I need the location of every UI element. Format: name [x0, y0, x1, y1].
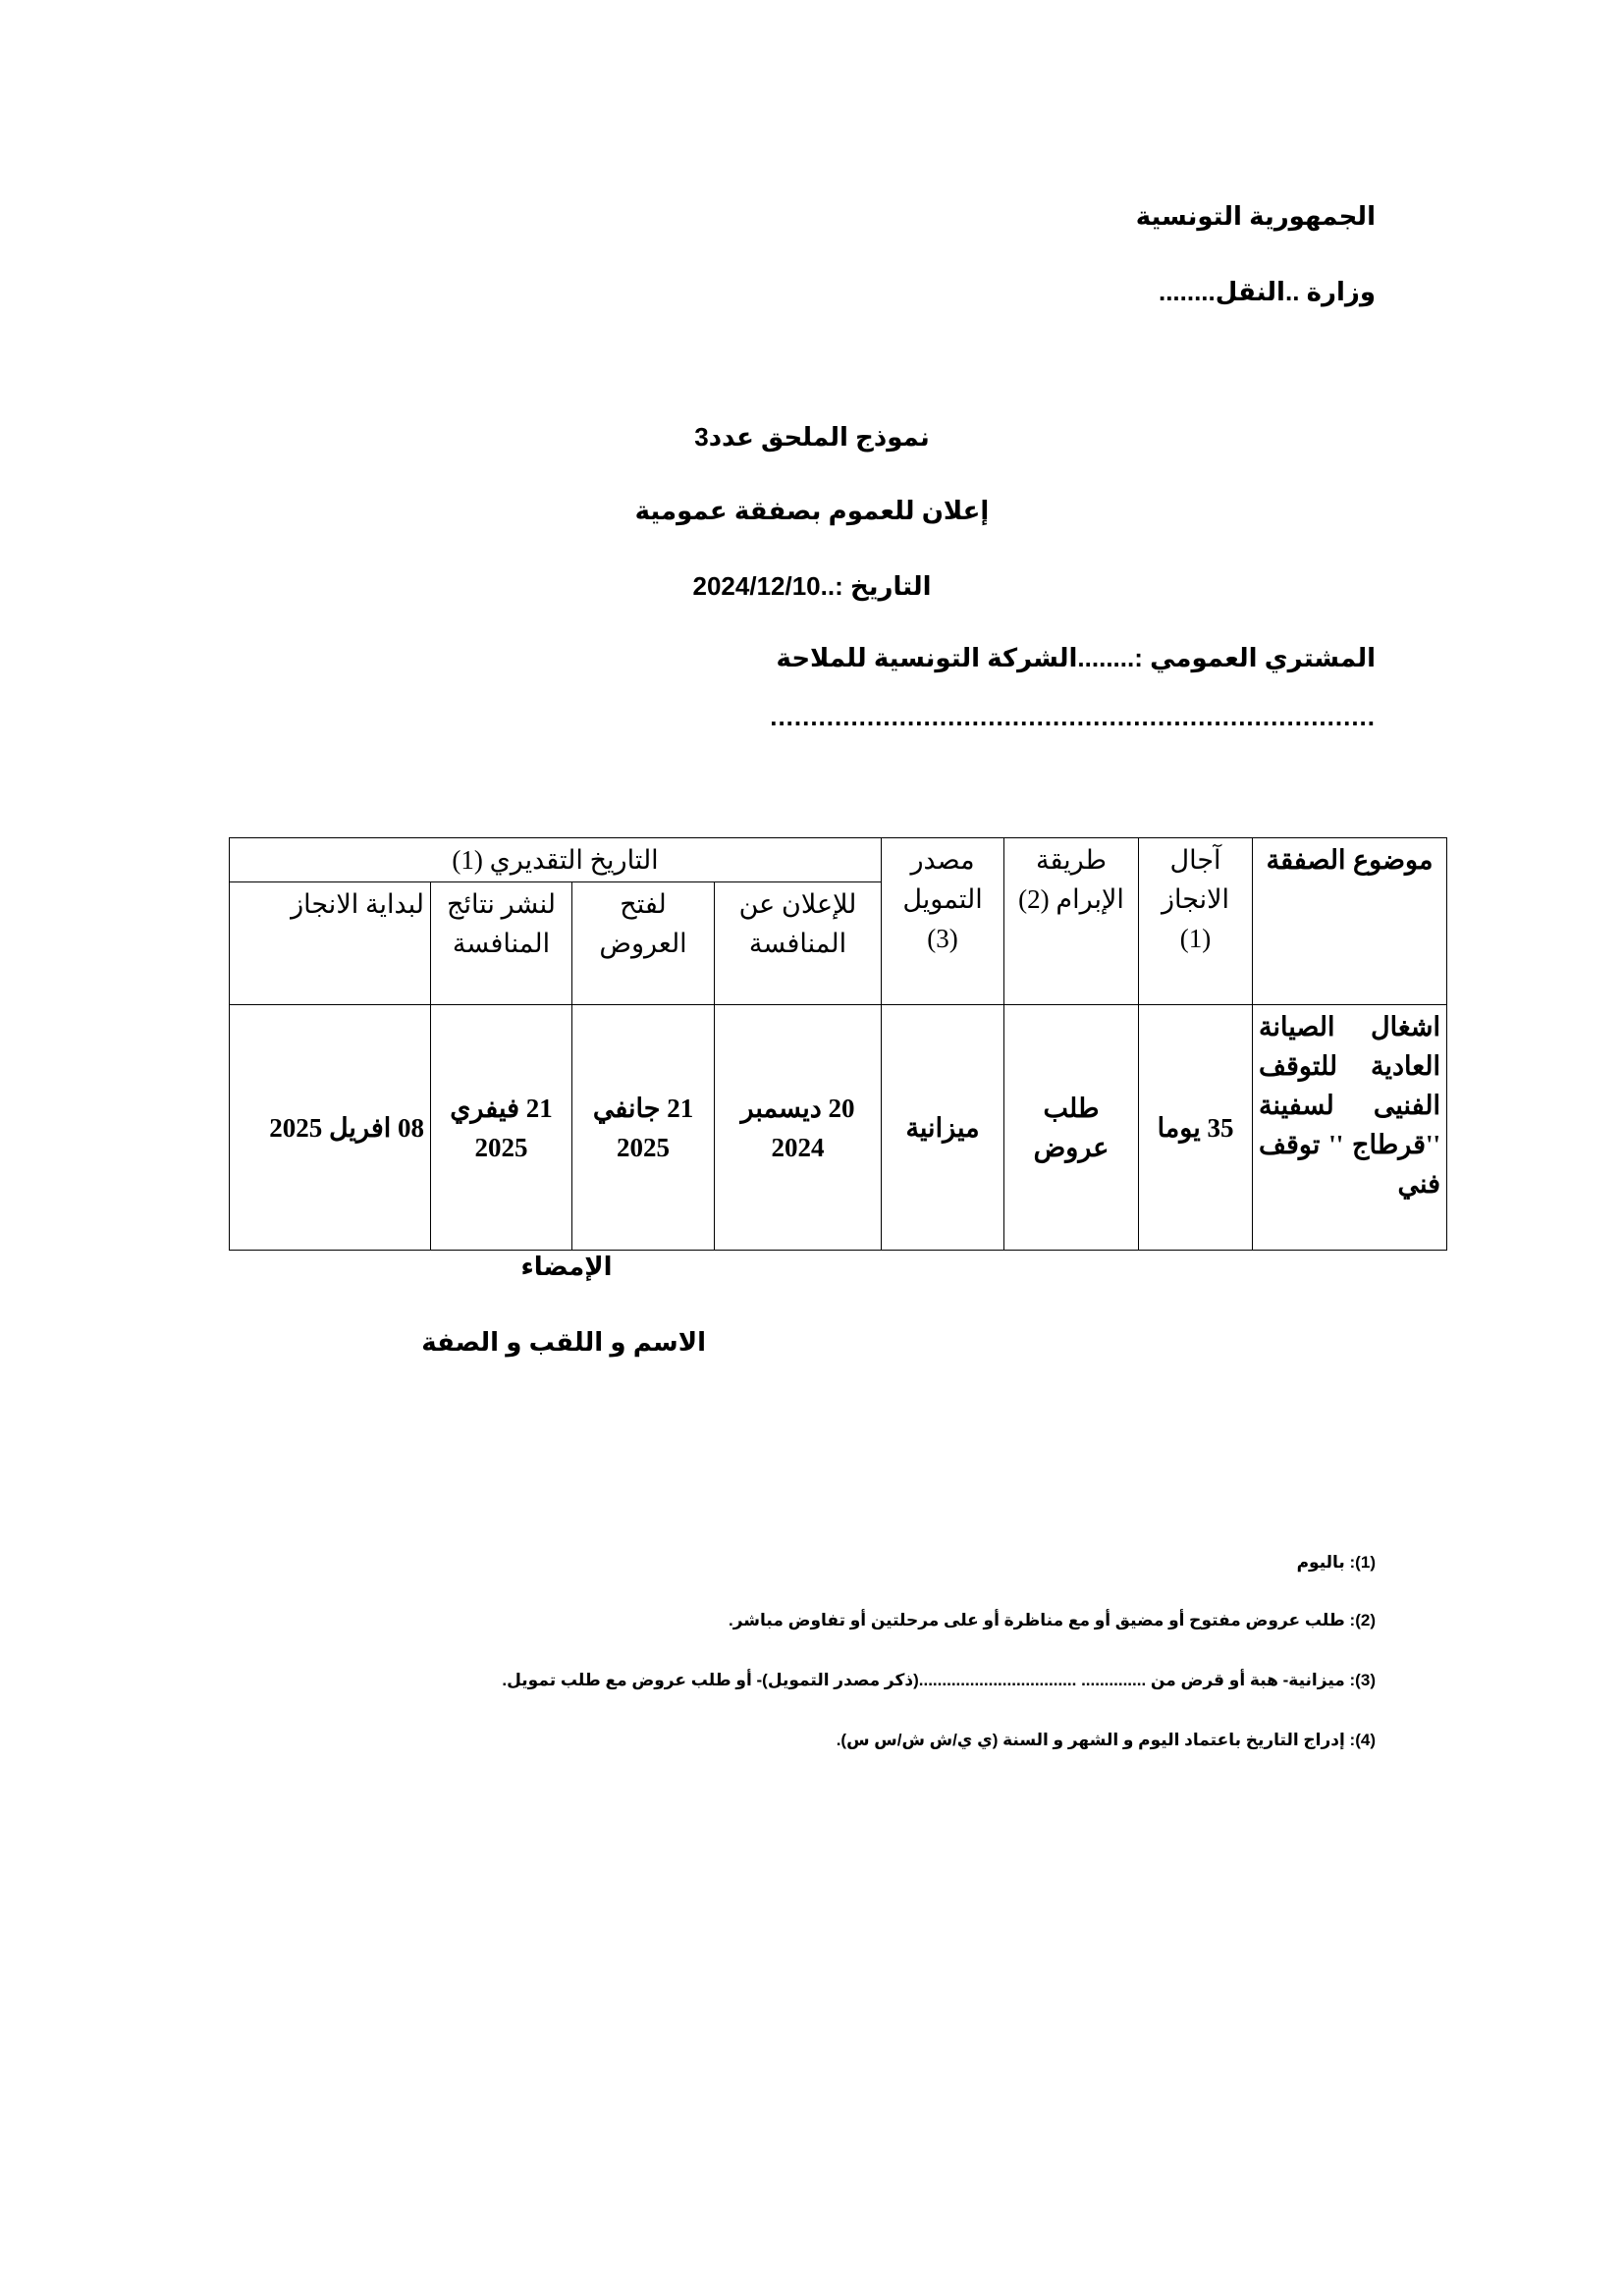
cell-funding: ميزانية	[882, 1005, 1004, 1251]
document-date: التاريخ :..2024/12/10	[692, 571, 932, 601]
footnote-4: (4): إدراج التاريخ باعتماد اليوم و الشهر و السنة (ي ي/ش ش/س س).	[836, 1731, 1376, 1749]
name-title-label: الاسم و اللقب و الصفة	[421, 1327, 706, 1357]
ministry-heading: وزارة ..النقل........	[1158, 277, 1376, 306]
procurement-table	[229, 837, 1447, 1251]
footnote-3: (3): ميزانية- هبة أو قرض من .............. ..................................(ذكر مصدر التمويل)- أو طلب عروض مع طلب تمويل.	[502, 1671, 1376, 1689]
cell-duration: 35 يوما	[1139, 1005, 1253, 1251]
cell-open-offers: 21 جانفي 2025	[572, 1005, 715, 1251]
cell-method: طلب عروض	[1004, 1005, 1139, 1251]
footnote-1: (1): باليوم	[1296, 1553, 1376, 1572]
footnote-2: (2): طلب عروض مفتوح أو مضيق أو مع مناظرة أو على مرحلتين أو تفاوض مباشر.	[728, 1611, 1376, 1629]
annex-title: نموذج الملحق عدد3	[694, 422, 930, 452]
cell-announce: 20 ديسمبر 2024	[715, 1005, 882, 1251]
header-subject: موضوع الصفقة	[1253, 838, 1447, 1005]
republic-heading: الجمهورية التونسية	[1135, 201, 1376, 231]
header-open-offers: لفتح العروض	[572, 882, 715, 1005]
public-buyer: المشتري العمومي :........الشركة التونسية للملاحة	[776, 643, 1376, 672]
header-method: طريقة الإبرام (2)	[1004, 838, 1139, 1005]
cell-subject: اشغال الصيانة العادية للتوقف الفنيى لسفينة ''قرطاج '' توقف فني	[1253, 1005, 1447, 1251]
header-publish-results: لنشر نتائج المنافسة	[431, 882, 572, 1005]
header-estimated-dates: التاريخ التقديري (1)	[230, 838, 882, 882]
table-row	[230, 1005, 1447, 1251]
signature-block	[0, 1252, 1624, 1282]
header-duration: آجال الانجاز (1)	[1139, 838, 1253, 1005]
announcement-title: إعلان للعموم بصفقة عمومية	[634, 496, 990, 525]
header-start-work: لبداية الانجاز	[230, 882, 431, 1005]
signature-label: الإمضاء	[520, 1252, 613, 1281]
header-announce: للإعلان عن المنافسة	[715, 882, 882, 1005]
cell-start-work: 08 افريل 2025	[230, 1005, 431, 1251]
cell-publish-results: 21 فيفري 2025	[431, 1005, 572, 1251]
dotted-fill-line: ...........................................................................	[770, 702, 1376, 731]
header-funding: مصدر التمويل (3)	[882, 838, 1004, 1005]
